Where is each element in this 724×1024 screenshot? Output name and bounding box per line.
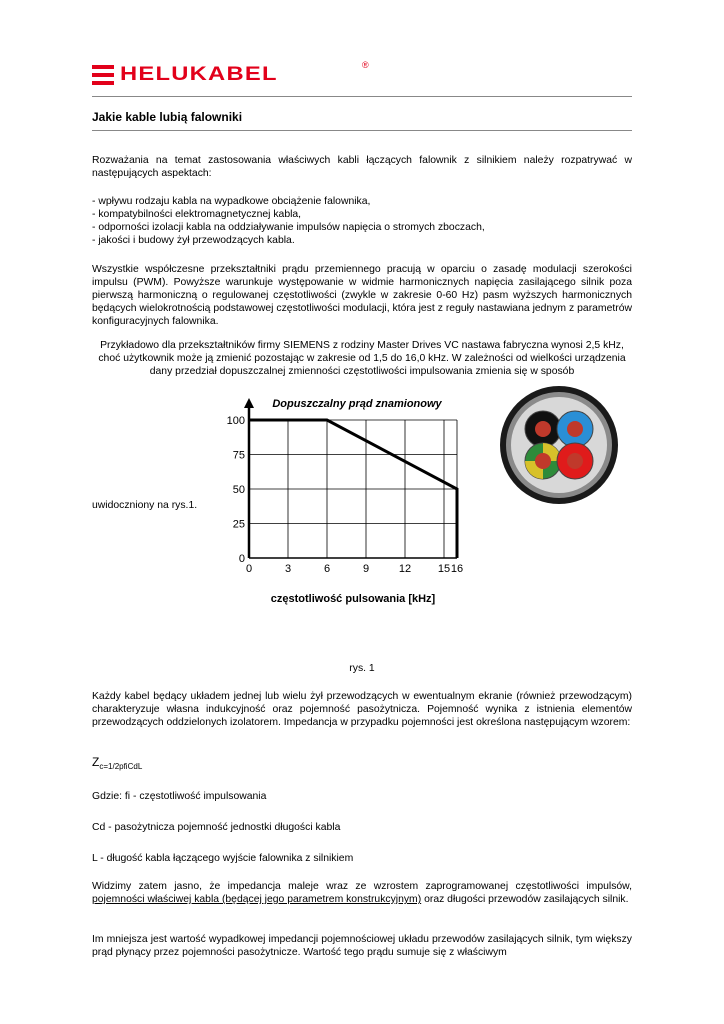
chart-grid bbox=[249, 420, 457, 558]
title-rule bbox=[92, 130, 632, 131]
core-red-conductor bbox=[567, 453, 583, 469]
y-tick-label: 100 bbox=[226, 415, 245, 427]
figure-reference: uwidoczniony na rys.1. bbox=[92, 500, 198, 511]
conclusion-text-a: Widzimy zatem jasno, że impedancja maleje wraz ze wzrostem zaprogramowanej częstotliwości impulsów, bbox=[92, 881, 632, 892]
last-paragraph: Im mniejsza jest wartość wypadkowej impedancji pojemnościowej układu przewodów zasilających silnik, tym większy prąd płynący przez pojemności pasożytnicze. Wartość tego prądu sumuje się z właściwym bbox=[92, 934, 632, 958]
formula-subscript: c=1/2pfiCdL bbox=[99, 762, 143, 771]
y-tick-label: 75 bbox=[232, 449, 245, 462]
definition-l: L - długość kabla łączącego wyjście falownika z silnikiem bbox=[92, 853, 354, 864]
page-title: Jakie kable lubią falowniki bbox=[92, 110, 243, 124]
x-tick-label: 0 bbox=[245, 563, 253, 575]
core-black-conductor bbox=[535, 421, 551, 437]
cable-cross-section-image bbox=[498, 384, 620, 506]
list-item: - odporności izolacji kabla na oddziaływanie impulsów napięcia o stromych zboczach, bbox=[92, 222, 485, 233]
cable-paragraph: Każdy kabel będący układem jednej lub wielu żył przewodzących w ewentualnym ekranie (również przewodzącym) charakteryzuje własna indukcyjność oraz pojemność pasożytnicza. Pojemność wynika z istnienia elementów przewodzących oddzielonych izolatorem. Impedancja w przypadku pojemności jest określona następującym wzorem: bbox=[92, 691, 632, 728]
cable-inner-sheath bbox=[511, 397, 607, 493]
bullet-list bbox=[92, 195, 632, 247]
y-tick-label: 0 bbox=[238, 553, 245, 565]
x-tick-label: 9 bbox=[362, 563, 370, 575]
logo-mark-icon bbox=[92, 65, 114, 85]
chart-title: Dopuszczalny prąd znamionowy bbox=[272, 398, 442, 410]
header-rule bbox=[92, 96, 632, 97]
conclusion-paragraph bbox=[92, 880, 632, 906]
intro-paragraph: Rozważania na temat zastosowania właściwych kabli łączących falownik z silnikiem należy rozpatrywać w następujących aspektach: bbox=[92, 155, 632, 179]
x-tick-label: 6 bbox=[323, 563, 331, 575]
chart-x-axis-label: częstotliwość pulsowania [kHz] bbox=[270, 593, 436, 605]
x-tick-label: 15 bbox=[437, 563, 451, 575]
list-item: - kompatybilności elektromagnetycznej kabla, bbox=[92, 209, 302, 220]
pwm-paragraph: Wszystkie współczesne przekształtniki prądu przemiennego pracują w oparciu o zasadę modulacji szerokości impulsu (PWM). Powyższe warunkuje występowanie w widmie harmonicznych napięcia zasilającego silnik poza pierwszą harmoniczną o regulowanej częstotliwości (zwykle w zakresie 0-60 Hz) pasm wyższych harmonicznych będących wielokrotnością podstawowej częstotliwości modulacji, która jest z reguły nastawiana jednym z parametrów konfiguracyjnych falownika. bbox=[92, 264, 632, 327]
core-blue-conductor bbox=[567, 421, 583, 437]
list-item: - wpływu rodzaju kabla na wypadkowe obciążenie falownika, bbox=[92, 196, 371, 207]
list-item: - jakości i budowy żył przewodzących kabla. bbox=[92, 235, 295, 246]
impedance-formula bbox=[92, 756, 632, 773]
core-yellow-green-conductor bbox=[535, 453, 551, 469]
definition-fi: Gdzie: fi - częstotliwość impulsowania bbox=[92, 791, 267, 802]
chart-axes bbox=[244, 398, 457, 558]
x-tick-label: 3 bbox=[284, 563, 292, 575]
definition-cd: Cd - pasożytnicza pojemność jednostki długości kabla bbox=[92, 822, 341, 833]
brand-name: HELUKABEL bbox=[120, 64, 278, 85]
helukabel-logo bbox=[92, 60, 369, 86]
x-tick-label: 12 bbox=[398, 563, 412, 575]
chart-ticks bbox=[227, 415, 463, 575]
siemens-paragraph: Przykładowo dla przekształtników firmy SIEMENS z rodziny Master Drives VC nastawa fabryczna wynosi 2,5 kHz, choć użytkownik może ją zmienić pozostając w zakresie od 1,5 do 16,0 kHz. W zależności od wielkości urządzenia dany przedział dopuszczalnej zmienności częstotliwości impulsowania zmienia się w sposób bbox=[98, 340, 626, 377]
y-axis-arrow-icon bbox=[244, 398, 254, 408]
registered-mark: ® bbox=[362, 60, 369, 70]
current-derating-chart bbox=[205, 390, 464, 608]
conclusion-underlined: pojemności właściwej kabla (będącej jego parametrem konstrukcyjnym) bbox=[92, 894, 422, 905]
figure-caption: rys. 1 bbox=[349, 663, 375, 674]
conclusion-text-b: oraz długości przewodów zasilających silnik. bbox=[421, 894, 629, 905]
formula-symbol: Z bbox=[92, 755, 100, 769]
y-tick-label: 25 bbox=[232, 518, 245, 531]
y-tick-label: 50 bbox=[232, 484, 245, 496]
x-tick-label: 16 bbox=[450, 563, 464, 575]
